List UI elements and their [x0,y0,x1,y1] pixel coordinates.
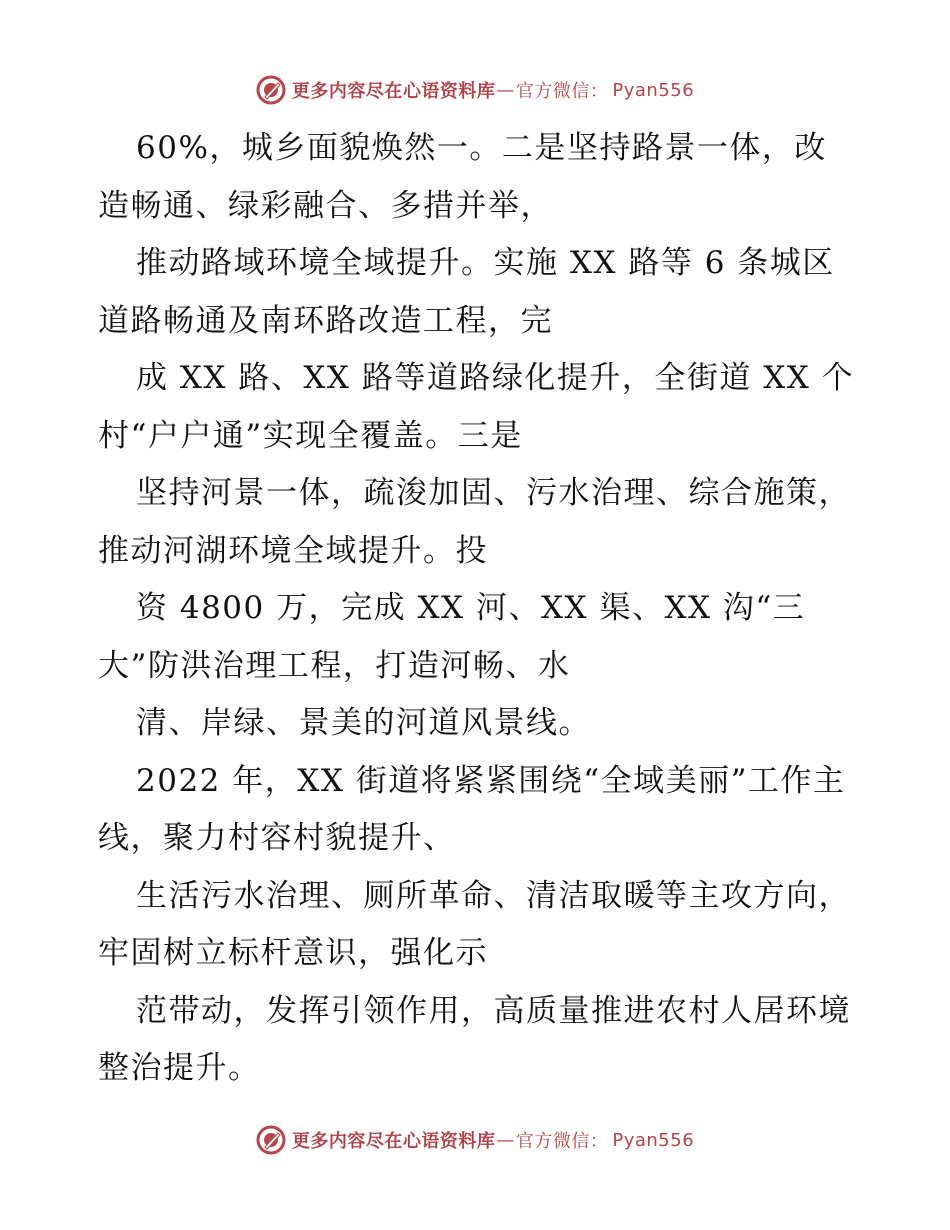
paragraph: 资 4800 万，完成 XX 河、XX 渠、XX 沟“三大”防洪治理工程，打造河畅、水 [98,590,806,684]
paragraph: 范带动，发挥引领作用，高质量推进农村人居环境整治提升。 [98,992,851,1086]
watermark-dash: — [496,1129,515,1151]
watermark-footer [0,1120,950,1160]
paragraph: 清、岸绿、景美的河道风景线。 [136,705,591,741]
watermark-dash: — [496,79,515,101]
paragraph: 60%，城乡面貌焕然一。二是坚持路景一体，改造畅通、绿彩融合、多措并举， [98,130,827,224]
watermark-account: Pyan556 [612,1129,695,1151]
pen-logo-icon [256,75,286,105]
watermark-brand: 更多内容尽在心语资料库 [291,81,496,102]
watermark-brand: 更多内容尽在心语资料库 [291,1131,496,1152]
paragraph: 推动路域环境全域提升。实施 XX 路等 6 条城区道路畅通及南环路改造工程，完 [98,245,835,339]
paragraph: 成 XX 路、XX 路等道路绿化提升，全街道 XX 个村“户户通”实现全覆盖。三是 [98,360,855,454]
watermark-label: 官方微信： [515,1131,609,1152]
paragraph: 坚持河景一体，疏浚加固、污水治理、综合施策，推动河湖环境全域提升。投 [98,475,851,569]
watermark-account: Pyan556 [612,79,695,101]
body-text [98,120,858,1098]
pen-logo-icon [256,1125,286,1155]
paragraph: 2022 年，XX 街道将紧紧围绕“全域美丽”工作主线，聚力村容村貌提升、 [98,762,846,856]
watermark-header [0,70,950,110]
paragraph: 生活污水治理、厕所革命、清洁取暖等主攻方向，牢固树立标杆意识，强化示 [98,877,851,971]
watermark-label: 官方微信： [515,81,609,102]
